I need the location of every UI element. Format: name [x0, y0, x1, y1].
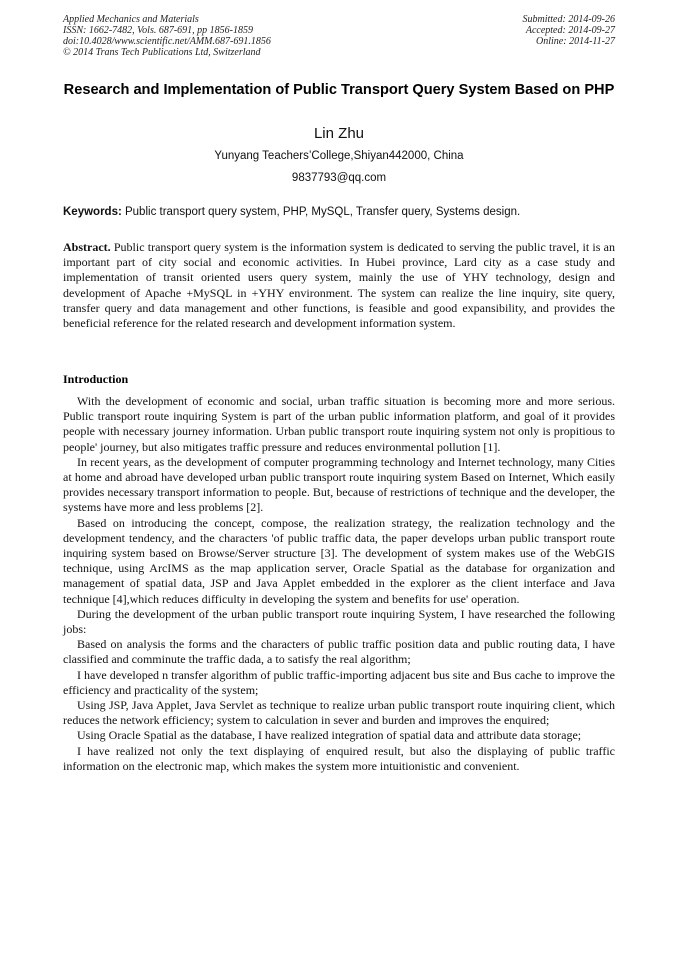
paragraph: Using JSP, Java Applet, Java Servlet as technique to realize urban public transport route inquiring client, which reduces the network efficiency; system to calculation in sever and burden and improves the enquired; — [63, 698, 615, 728]
abstract-label: Abstract. — [63, 240, 111, 254]
paragraph: In recent years, as the development of computer programming technology and Internet technology, many Cities at home and abroad have developed urban public transport route inquiring system Based on Internet, Which easily provides necessary transport information to people. But, because of restrictions of technique and the developer, the systems have more and less problems [2]. — [63, 454, 615, 515]
section-heading: Introduction — [63, 372, 129, 386]
issn-line: ISSN: 1662-7482, Vols. 687-691, pp 1856-1859 — [63, 25, 253, 36]
paragraph: I have developed n transfer algorithm of public traffic-importing adjacent bus site and Bus cache to improve the efficiency and practicality of the system; — [63, 667, 615, 697]
copyright-line: © 2014 Trans Tech Publications Ltd, Switzerland — [63, 47, 261, 58]
author-affiliation: Yunyang Teachers’College,Shiyan442000, China — [214, 150, 464, 162]
publication-dates — [523, 14, 616, 47]
paragraph: I have realized not only the text displaying of enquired result, but also the displaying of public traffic information on the electronic map, which makes the system more intuitionistic and convenient. — [63, 743, 615, 773]
doi-line: doi:10.4028/www.scientific.net/AMM.687-691.1856 — [63, 36, 271, 47]
paragraph: Using Oracle Spatial as the database, I have realized integration of spatial data and attribute data storage; — [77, 728, 582, 743]
journal-name: Applied Mechanics and Materials — [63, 14, 199, 25]
keywords-label: Keywords: — [63, 206, 122, 218]
author-name: Lin Zhu — [313, 125, 365, 142]
paper-title: Research and Implementation of Public Transport Query System Based on PHP — [63, 82, 615, 98]
online-date: Online: 2014-11-27 — [536, 36, 615, 47]
journal-info — [63, 14, 271, 58]
keywords — [63, 206, 615, 218]
author-email: 9837793@qq.com — [291, 172, 387, 184]
paragraph: Based on analysis the forms and the characters of public traffic position data and public routing data, I have classified and comminute the traffic dada, a to satisfy the real algorithm; — [63, 637, 615, 667]
accepted-date: Accepted: 2014-09-27 — [525, 25, 615, 36]
abstract-text: Public transport query system is the information system is dedicated to serving the public travel, it is an important part of city social and economic activities. In Hubei province, Lard city as a case study and implementation of transit oriented users query system, mainly the use of YHY technology, design and development of Apache +MySQL in +YHY environment. The system can realize the line inquiry, site query, transfer query and data management and other functions, is feasible and good expansibility, and provides the beneficial reference for the related research and development information system. — [63, 240, 615, 331]
paragraph: Based on introducing the concept, compose, the realization strategy, the realization technology and the development tendency, and the characters 'of public traffic data, the paper develops urban public transport route inquiring system based on Browse/Server structure [3]. The development of system makes use of the WebGIS technique, using ArcIMS as the map application server, Oracle Spatial as the database for organization and management of spatial data, JSP and Java Applet embedded in the explorer as the client interface and Java technique [4],which reduces difficulty in developing the system and benefits for use' operation. — [63, 515, 615, 606]
paragraph: With the development of economic and social, urban traffic situation is becoming more and more serious. Public transport route inquiring System is part of the urban public information platform, and goal of it provides people with necessary journey information. Urban public transport route inquiring system not only is propitious to people' journey, but also mitigates traffic pressure and reduces environmental pollution [1]. — [63, 394, 615, 454]
introduction-body — [63, 394, 615, 774]
abstract — [63, 240, 615, 331]
keywords-text: Public transport query system, PHP, MySQL, Transfer query, Systems design. — [121, 206, 521, 218]
paragraph: During the development of the urban public transport route inquiring System, I have researched the following jobs: — [63, 606, 615, 637]
submitted-date: Submitted: 2014-09-26 — [522, 14, 615, 25]
